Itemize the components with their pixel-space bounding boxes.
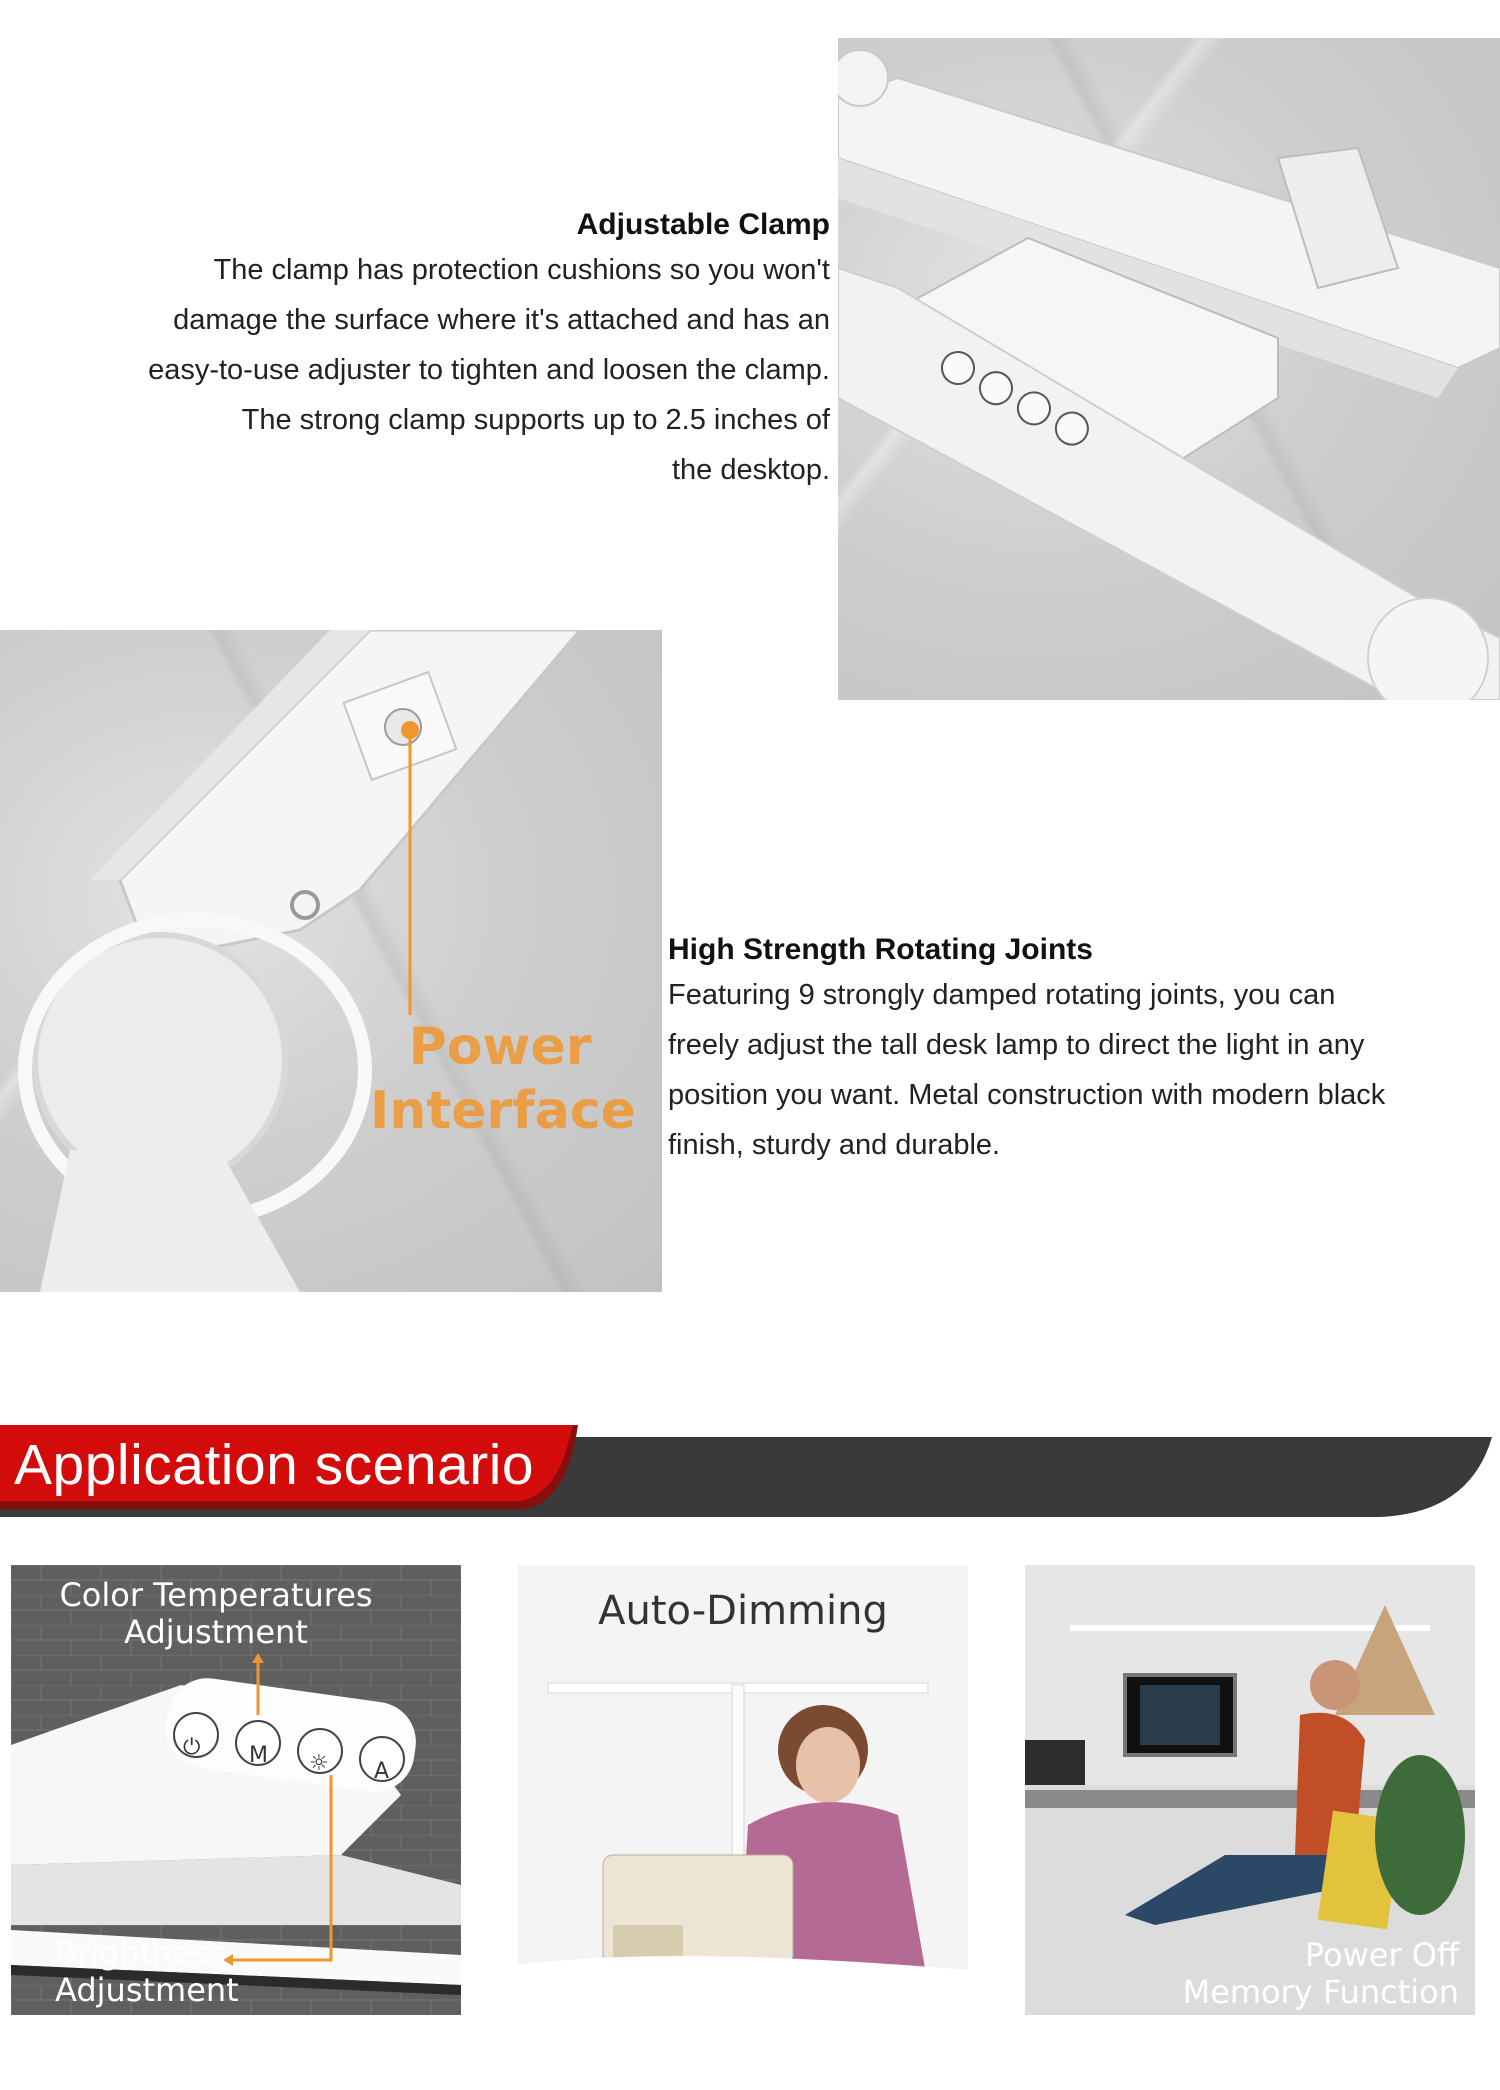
clamp-photo [838,38,1500,700]
clamp-description [40,245,830,495]
brightness-label [55,1935,239,2009]
joint-illustration [0,630,662,1292]
brightness-line: Brightness [55,1934,226,1972]
memory-function-line: Power Off [1304,1936,1459,1974]
brightness-glyph: ☼ [309,1751,329,1776]
joints-line: finish, sturdy and durable. [668,1129,1001,1161]
joint-photo [0,630,662,1292]
scenario-card-auto-dimming [518,1565,968,2015]
power-interface-line: Power [408,1017,592,1077]
auto-glyph: A [374,1759,390,1784]
scenario-card-color-temperature [11,1565,461,2015]
memory-function-line: Memory Function [1182,1973,1459,2011]
joints-description [668,970,1468,1170]
joints-line: position you want. Metal construction with modern black [668,1079,1386,1111]
clamp-line: damage the surface where it's attached and has an [173,304,830,336]
power-glyph: ⏻ [183,1735,201,1760]
color-temperature-line: Adjustment [124,1613,308,1651]
clamp-line: The clamp has protection cushions so you won't [213,254,830,286]
clamp-feature-text [40,205,830,495]
joints-title: High Strength Rotating Joints [668,933,1093,966]
power-interface-line: Interface [370,1081,636,1141]
scenario-card-memory-function [1025,1565,1475,2015]
auto-dimming-title: Auto-Dimming [598,1588,888,1634]
brightness-line: Adjustment [55,1971,239,2009]
clamp-illustration [838,38,1500,700]
clamp-line: the desktop. [672,454,830,486]
mode-glyph: M [249,1743,268,1768]
clamp-line: easy-to-use adjuster to tighten and loosen the clamp. [148,354,830,386]
clamp-title: Adjustable Clamp [576,208,830,241]
color-temperature-label [11,1577,421,1651]
color-temperature-line: Color Temperatures [59,1576,373,1614]
section-title: Application scenario [14,1433,535,1497]
memory-function-label [1183,1937,1459,2011]
joints-line: Featuring 9 strongly damped rotating joints, you can [668,979,1336,1011]
clamp-line: The strong clamp supports up to 2.5 inches of [241,404,830,436]
joints-feature-text [668,930,1468,1170]
power-interface-label [370,1015,636,1143]
joints-line: freely adjust the tall desk lamp to direct the light in any [668,1029,1365,1061]
